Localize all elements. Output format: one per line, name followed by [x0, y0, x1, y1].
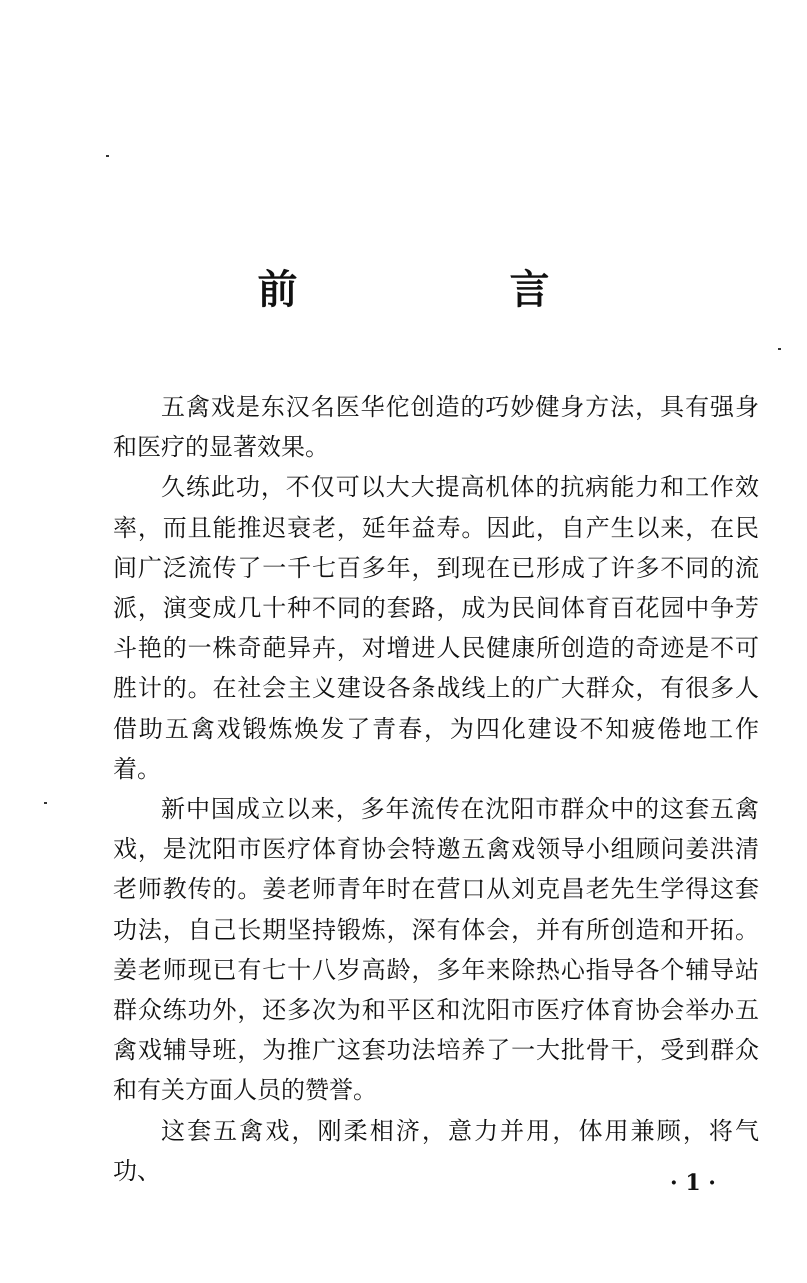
page-title: 前 言 [257, 266, 636, 313]
paragraph: 新中国成立以来，多年流传在沈阳市群众中的这套五禽戏，是沈阳市医疗体育协会特邀五禽戏领导小组顾问姜洪清老师教传的。姜老师青年时在营口从刘克昌老先生学得这套功法，自己长期坚持锻炼，深有体会，并有所创造和开拓。姜老师现已有七十八岁高龄，多年来除热心指导各个辅导站群众练功外，还多次为和平区和沈阳市医疗体育协会举办五禽戏辅导班，为推广这套功法培养了一大批骨干，受到群众和有关方面人员的赞誉。 [113, 795, 759, 1105]
body-text [113, 387, 759, 1191]
paragraph: 久练此功，不仅可以大大提高机体的抗病能力和工作效率，而且能推迟衰老，延年益寿。因此，自产生以来，在民间广泛流传了一千七百多年，到现在已形成了许多不同的流派，演变成几十种不同的套路，成为民间体育百花园中争芳斗艳的一株奇葩异卉，对增进人民健康所创造的奇迹是不可胜计的。在社会主义建设各条战线上的广大群众，有很多人借助五禽戏锻炼焕发了青春，为四化建设不知疲倦地工作着。 [113, 473, 759, 783]
paragraph: 五禽戏是东汉名医华佗创造的巧妙健身方法，具有强身和医疗的显著效果。 [113, 393, 759, 462]
paragraph: 这套五禽戏，刚柔相济，意力并用，体用兼顾，将气功、 [113, 1116, 759, 1185]
scan-speck [44, 802, 47, 804]
scan-speck [106, 155, 109, 157]
page-number: · 1 · [670, 1170, 716, 1196]
scan-speck [778, 348, 781, 350]
